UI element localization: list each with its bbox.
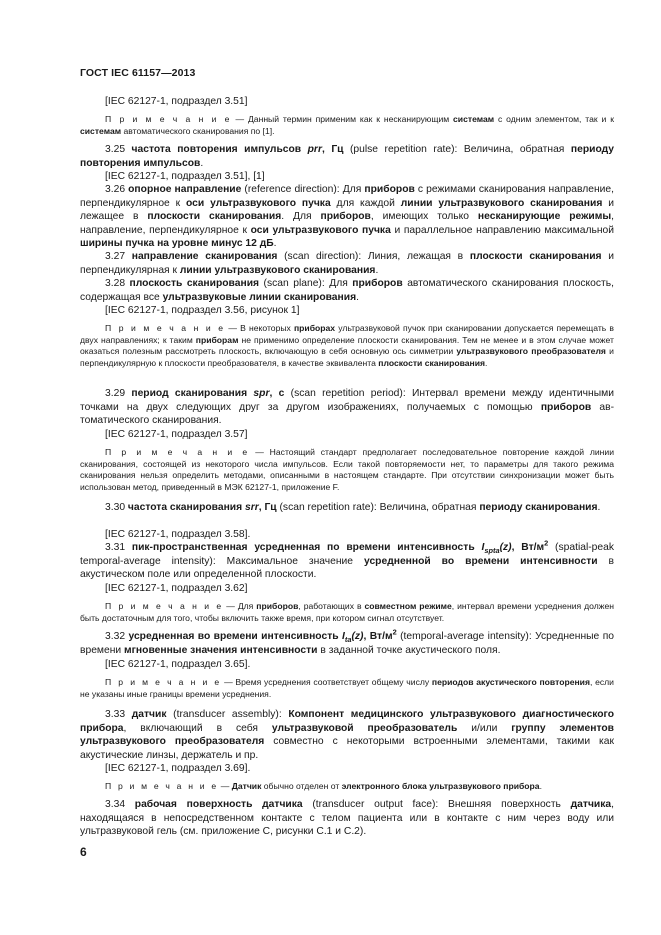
term-3-27	[80, 250, 614, 277]
note-3-24	[80, 114, 614, 137]
text-segment: ультразвукового преобразователя	[456, 346, 606, 357]
text-segment: оси ультразвукового пучка	[186, 197, 331, 209]
text-segment: spr	[253, 388, 270, 399]
text-segment: частота повторения импульсов	[131, 144, 308, 155]
term-3-29	[80, 387, 614, 428]
text-segment: опорное направление	[128, 184, 242, 195]
text-segment: оси ультразвукового пучка	[250, 224, 391, 236]
note-3-28	[80, 323, 614, 370]
text-segment: , интервал времени усреднения должен быть достаточным для того, чтобы включить также время, при котором сигнал отсутствует.	[80, 601, 614, 623]
text-segment: 3.25	[105, 144, 132, 155]
text-segment: , с	[269, 388, 285, 399]
text-segment: периодов акустического повторения	[431, 677, 590, 687]
term-3-26	[80, 183, 614, 251]
text-segment: , Вт/м	[363, 631, 393, 642]
text-segment: 3.30	[105, 502, 128, 513]
text-segment: приборам	[195, 334, 239, 345]
text-segment: , если не указаны иные границы времени усреднения.	[80, 677, 614, 699]
text-segment: в заданной точке акустического поля.	[317, 644, 501, 656]
term-3-32	[80, 627, 615, 657]
text-segment: П р и м е ч а н и е	[105, 447, 250, 457]
text-segment: автоматического сканирования плоскость, содержащая все	[80, 278, 614, 303]
text-segment: направление сканирования	[131, 251, 278, 262]
text-segment: плоскости сканирования	[147, 211, 282, 223]
text-segment: , Гц	[321, 144, 344, 155]
reference-3-28	[80, 304, 639, 318]
text-segment: (scan plane): Для	[259, 278, 353, 289]
page-number: 6	[80, 845, 87, 859]
text-segment: усредненной во времени интенсивности	[363, 555, 598, 567]
reference-3-31	[80, 582, 639, 596]
reference-3-30	[80, 528, 639, 542]
text-segment: совместно с некоторыми встроенными элементами, такими как акустические линзы, держатель и пр.	[80, 736, 614, 761]
text-segment: несканирующие режимы	[477, 211, 612, 223]
text-segment: srr	[244, 502, 259, 513]
text-segment: 3.31	[105, 542, 132, 553]
text-segment: (reference direction): Для	[241, 184, 365, 195]
reference-3-29	[80, 428, 639, 442]
text-segment: П р и м е ч а н и е	[105, 323, 226, 333]
text-segment: 3.29	[105, 388, 132, 399]
text-segment: [IEC 62127-1, подраздел 3.65].	[105, 659, 251, 670]
text-segment: ультразвуковой пучок при сканировании допускается перемещать в двух направлениях; к таким	[80, 323, 614, 345]
text-segment: — В некоторых	[225, 323, 294, 333]
reference-3-24	[80, 95, 639, 109]
text-segment: [IEC 62127-1, подраздел 3.62]	[105, 583, 248, 594]
text-segment: .	[375, 264, 379, 276]
text-segment: 3.26	[105, 184, 129, 195]
text-segment: периоду повторения импульсов	[80, 144, 614, 169]
text-segment: , имеющих только	[370, 211, 478, 223]
text-segment: — Время усреднения соответствует общему числу	[221, 677, 432, 687]
text-segment: [IEC 62127-1, подраздел 3.69].	[105, 763, 251, 774]
text-segment: усредненная во времени интенсивность	[128, 631, 342, 642]
text-segment: [IEC 62127-1, подраздел 3.56, рисунок 1]	[105, 305, 300, 316]
text-segment: , направление, перпендикулярное к	[80, 211, 615, 236]
text-segment: приборов	[256, 601, 299, 611]
text-segment: приборов	[320, 211, 371, 223]
text-segment: автоматического сканирования.	[80, 401, 614, 427]
text-segment: —	[218, 781, 232, 791]
text-segment: 3.33	[105, 709, 132, 720]
text-segment: в акустическом поле или определенной плоскости.	[80, 555, 614, 581]
note-3-31	[80, 601, 614, 624]
text-segment: П р и м е ч а н и е	[105, 114, 232, 124]
text-segment: 3.28	[105, 278, 130, 289]
text-segment: мгновенные значения интенсивности	[124, 644, 318, 656]
text-segment: , работающих в	[298, 601, 365, 611]
text-segment: [IEC 62127-1, подраздел 3.51], [1]	[105, 171, 265, 182]
text-segment: автоматического сканирования по [1].	[121, 125, 275, 136]
term-3-34	[80, 798, 614, 839]
text-segment: 3.27	[105, 251, 132, 262]
text-segment: — Настоящий стандарт предполагает последовательное повторение каждой линии сканирования, состоящей из некоторого числа импульсов. Если такой повторяемости нет, то параметры для такого режима сканирования нельзя определить методами, описанными в настоящем стандарте. При отсутствии синхронизации может быть использован метод, приведенный в МЭК 62127-1, приложение F.	[80, 447, 614, 493]
text-segment: ультразвуковые линии сканирования	[162, 291, 357, 303]
text-segment: [IEC 62127-1, подраздел 3.51]	[105, 96, 248, 107]
text-segment: , Гц	[258, 502, 277, 513]
term-3-28	[80, 277, 614, 304]
reference-3-25	[80, 170, 639, 184]
text-segment: и перпендикулярная к	[80, 251, 614, 276]
text-segment: приборов	[364, 184, 415, 195]
text-segment: — Для	[223, 601, 257, 611]
text-segment: группу элементов ультразвукового преобразователя	[80, 722, 614, 748]
text-segment: с режимами сканирования направление, перпендикулярное к	[80, 184, 614, 209]
text-segment: I	[481, 542, 485, 553]
text-segment: Датчик	[231, 781, 262, 791]
reference-3-33	[80, 762, 639, 776]
text-segment: .	[273, 238, 277, 250]
text-segment: [IEC 62127-1, подраздел 3.57]	[105, 429, 248, 440]
text-segment: (transducer output face): Внешняя поверхность	[302, 799, 571, 810]
text-segment: — Данный термин применим как к несканирующим	[231, 114, 454, 124]
text-segment: частота сканирования	[127, 502, 245, 513]
text-segment: П р и м е ч а н и е	[105, 781, 219, 791]
text-segment: и/или	[457, 722, 512, 734]
reference-3-32	[80, 658, 639, 672]
text-segment: и лежащее в	[80, 197, 614, 223]
text-segment: , включающий в себя	[123, 722, 272, 734]
text-segment: плоскости сканирования	[378, 358, 486, 369]
text-segment: , находящаяся в непосредственном контакте с телом пациента или в контакте с ним через воду или ультразвуковой гель (см. приложение С, рисунки С.1 и С.2).	[80, 799, 615, 838]
text-segment: приборов	[540, 401, 592, 413]
text-segment: .	[597, 502, 601, 513]
note-3-29	[80, 447, 614, 494]
text-segment: обычно отделен от	[261, 781, 342, 791]
text-segment: ширины пучка на уровне минус 12 дБ	[80, 238, 274, 250]
text-segment: (z)	[499, 542, 512, 553]
text-segment: с одним элементом, так и к	[494, 114, 614, 124]
text-segment: не применимо определение плоскости сканирования. Тем не менее и в этом случае может оказаться полезным рассмотреть плоскость, включающую в себя основную ось симметрии	[80, 334, 614, 357]
text-segment: линии ультразвукового сканирования	[400, 197, 603, 209]
text-segment: приборов	[352, 278, 403, 289]
text-segment: период сканирования	[131, 388, 254, 399]
text-segment: для каждой	[330, 197, 401, 209]
text-segment: ультразвуковой преобразователь	[271, 722, 458, 734]
text-segment: (temporal-average intensity): Усредненные по времени	[80, 631, 615, 656]
text-segment: (scan direction): Линия, лежащая в	[277, 251, 470, 262]
text-segment: (z)	[351, 631, 364, 642]
text-segment: П р и м е ч а н и е	[105, 601, 224, 611]
text-segment: пик-пространственная усредненная по времени интенсивность	[131, 542, 482, 553]
text-segment: 2	[392, 627, 397, 637]
term-3-31	[80, 538, 614, 582]
text-segment: линии ультразвукового сканирования	[179, 264, 376, 276]
text-segment: совместном режиме	[364, 601, 452, 611]
text-segment: и параллельное направлению максимальной	[390, 224, 615, 236]
text-segment: приборах	[293, 323, 336, 333]
text-segment: , Вт/м	[511, 542, 545, 553]
text-segment: и перпендикулярную к плоскости преобразователя, в качестве эквивалента	[80, 346, 614, 369]
text-segment: П р и м е ч а н и е	[105, 677, 222, 687]
note-3-32	[80, 677, 614, 700]
text-segment: Компонент медицинского ультразвукового диагностического прибора	[80, 709, 614, 734]
text-segment: .	[356, 291, 359, 303]
text-segment: датчик	[131, 709, 167, 720]
text-segment: I	[341, 631, 345, 642]
text-segment: (transducer assembly):	[166, 709, 289, 720]
term-3-33	[80, 708, 614, 762]
text-segment: . Для	[281, 211, 321, 223]
text-segment: 2	[544, 538, 549, 548]
text-segment: системам	[453, 114, 495, 124]
text-segment: рабочая поверхность датчика	[134, 799, 303, 810]
text-segment: prr	[307, 144, 322, 155]
document-header: ГОСТ IEC 61157—2013	[80, 67, 196, 79]
term-3-25	[80, 143, 614, 170]
text-segment: 3.34	[105, 799, 135, 810]
text-segment: (scan repetition rate): Величина, обратная	[276, 502, 480, 513]
text-segment: [IEC 62127-1, подраздел 3.58].	[105, 529, 251, 540]
note-3-33	[80, 781, 614, 793]
text-segment: периоду сканирования	[479, 502, 598, 513]
text-segment: .	[200, 157, 204, 169]
text-segment: .	[485, 358, 488, 369]
text-segment: системам	[80, 125, 122, 136]
text-segment: 3.32	[105, 631, 129, 642]
term-3-30	[80, 501, 614, 515]
text-segment: .	[539, 781, 542, 791]
text-segment: (pulse repetition rate): Величина, обратная	[343, 144, 571, 155]
text-segment: плоскость сканирования	[129, 278, 260, 289]
text-segment: датчика	[570, 799, 612, 810]
text-segment: ta	[344, 635, 352, 645]
text-segment: электронного блока ультразвукового прибора	[341, 781, 540, 791]
text-segment: плоскости сканирования	[469, 251, 602, 262]
text-segment: spta	[484, 546, 500, 556]
text-segment: (spatial-peak temporal-average intensity): Максимальное значение	[80, 542, 614, 567]
text-segment: (scan repetition period): Интервал времени между идентичными точками на двух следующих друг за другом изображениях, получаемых с помощью	[80, 388, 614, 413]
